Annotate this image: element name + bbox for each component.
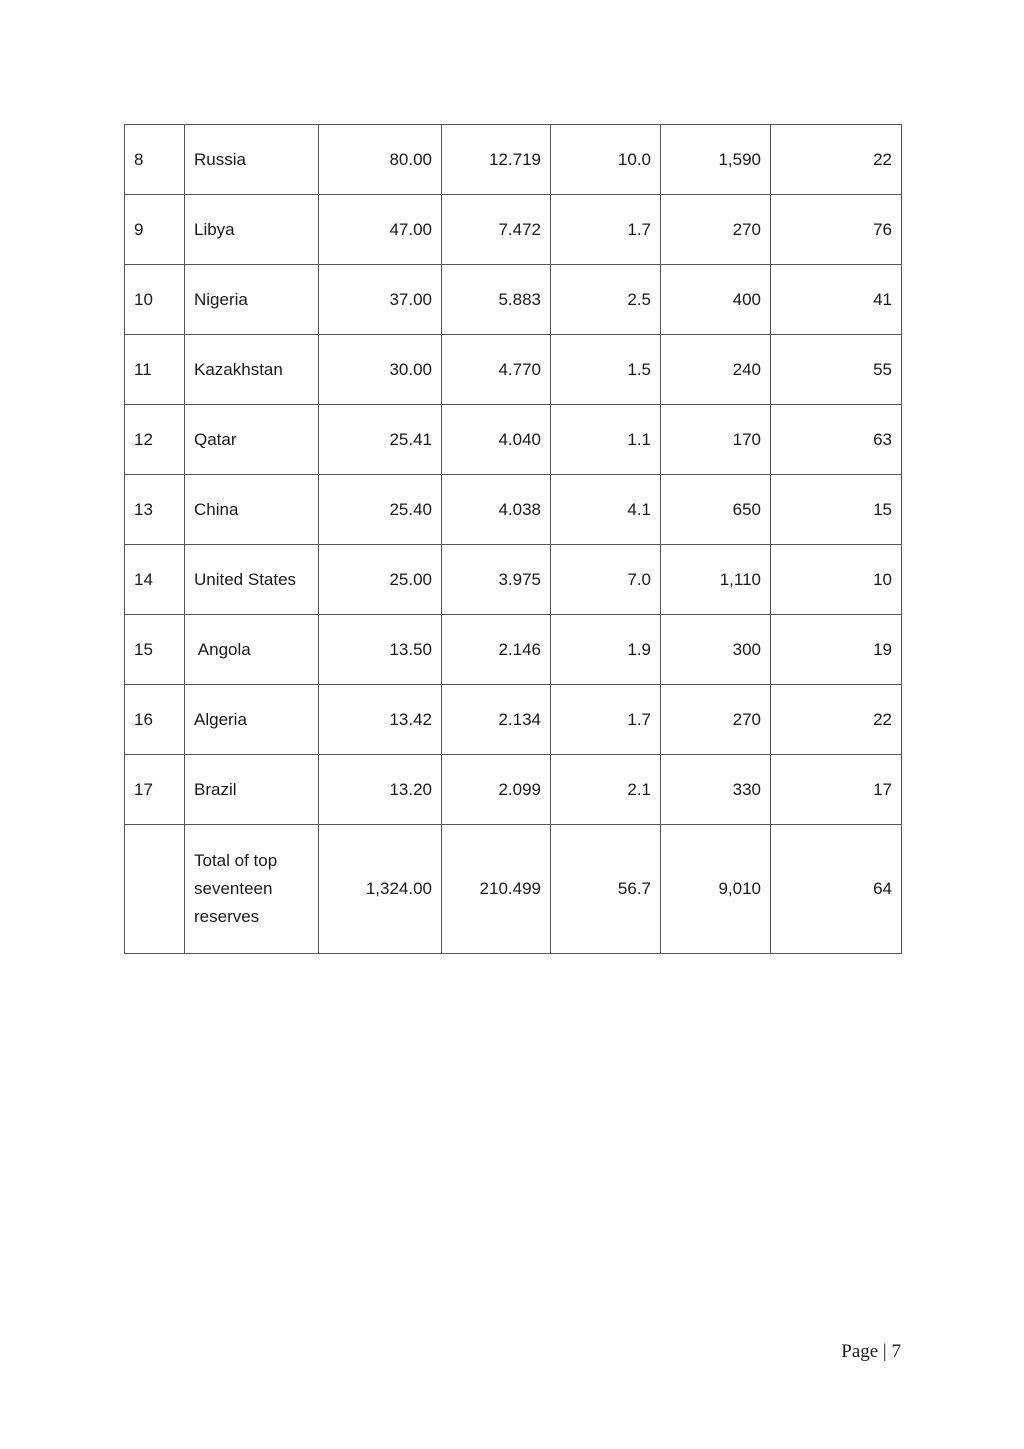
cell-reserves-m3: 210.499: [442, 825, 551, 954]
cell-production: 56.7: [551, 825, 661, 954]
table-total-row: [125, 825, 902, 954]
cell-country: Russia: [185, 125, 319, 195]
cell-production-m3: 240: [661, 335, 771, 405]
cell-production-m3: 1,590: [661, 125, 771, 195]
table-row: [125, 265, 902, 335]
cell-rank: 10: [125, 265, 185, 335]
cell-rank: 8: [125, 125, 185, 195]
cell-reserve-life: 41: [771, 265, 902, 335]
table-row: [125, 335, 902, 405]
cell-reserve-life: 17: [771, 755, 902, 825]
cell-reserve-life: 64: [771, 825, 902, 954]
cell-reserve-life: 55: [771, 335, 902, 405]
cell-reserves-bbl: 13.20: [319, 755, 442, 825]
cell-reserve-life: 10: [771, 545, 902, 615]
cell-reserves-bbl: 25.40: [319, 475, 442, 545]
cell-production: 7.0: [551, 545, 661, 615]
table-row: [125, 405, 902, 475]
oil-reserves-table: [124, 124, 902, 954]
cell-reserves-bbl: 13.50: [319, 615, 442, 685]
cell-country: China: [185, 475, 319, 545]
cell-reserves-m3: 5.883: [442, 265, 551, 335]
cell-reserves-m3: 2.099: [442, 755, 551, 825]
cell-country: United States: [185, 545, 319, 615]
cell-production: 2.1: [551, 755, 661, 825]
cell-rank: 17: [125, 755, 185, 825]
cell-production: 1.9: [551, 615, 661, 685]
cell-rank: 13: [125, 475, 185, 545]
table-row: [125, 125, 902, 195]
cell-reserves-m3: 12.719: [442, 125, 551, 195]
cell-production-m3: 650: [661, 475, 771, 545]
table-row: [125, 755, 902, 825]
cell-reserves-m3: 2.134: [442, 685, 551, 755]
cell-production: 1.1: [551, 405, 661, 475]
cell-production-m3: 270: [661, 195, 771, 265]
cell-rank: 12: [125, 405, 185, 475]
cell-reserves-bbl: 25.00: [319, 545, 442, 615]
cell-country: Brazil: [185, 755, 319, 825]
cell-production-m3: 330: [661, 755, 771, 825]
cell-reserves-bbl: 1,324.00: [319, 825, 442, 954]
table-row: [125, 615, 902, 685]
cell-reserves-bbl: 25.41: [319, 405, 442, 475]
cell-reserves-bbl: 37.00: [319, 265, 442, 335]
cell-reserves-bbl: 47.00: [319, 195, 442, 265]
cell-country: Qatar: [185, 405, 319, 475]
cell-reserves-m3: 7.472: [442, 195, 551, 265]
cell-country: Total of top seventeen reserves: [185, 825, 319, 954]
cell-production-m3: 1,110: [661, 545, 771, 615]
cell-country: Nigeria: [185, 265, 319, 335]
cell-production-m3: 170: [661, 405, 771, 475]
cell-reserve-life: 63: [771, 405, 902, 475]
cell-production-m3: 270: [661, 685, 771, 755]
cell-reserves-bbl: 80.00: [319, 125, 442, 195]
cell-reserves-m3: 2.146: [442, 615, 551, 685]
cell-reserve-life: 22: [771, 125, 902, 195]
cell-reserve-life: 76: [771, 195, 902, 265]
cell-reserves-m3: 4.040: [442, 405, 551, 475]
cell-production: 1.5: [551, 335, 661, 405]
cell-reserves-m3: 3.975: [442, 545, 551, 615]
page-number: Page | 7: [841, 1341, 901, 1362]
cell-production: 1.7: [551, 195, 661, 265]
cell-production: 10.0: [551, 125, 661, 195]
table-row: [125, 195, 902, 265]
table-row: [125, 685, 902, 755]
cell-country: Kazakhstan: [185, 335, 319, 405]
cell-country: Algeria: [185, 685, 319, 755]
cell-rank: 16: [125, 685, 185, 755]
table-row: [125, 475, 902, 545]
cell-reserves-m3: 4.770: [442, 335, 551, 405]
cell-production-m3: 300: [661, 615, 771, 685]
cell-production-m3: 400: [661, 265, 771, 335]
cell-production: 4.1: [551, 475, 661, 545]
cell-production-m3: 9,010: [661, 825, 771, 954]
cell-reserves-bbl: 13.42: [319, 685, 442, 755]
cell-rank: 15: [125, 615, 185, 685]
cell-country: Libya: [185, 195, 319, 265]
cell-country: Angola: [185, 615, 319, 685]
cell-production: 2.5: [551, 265, 661, 335]
cell-rank: 14: [125, 545, 185, 615]
cell-rank: [125, 825, 185, 954]
cell-production: 1.7: [551, 685, 661, 755]
cell-reserve-life: 19: [771, 615, 902, 685]
table-body: [125, 125, 902, 954]
cell-reserve-life: 22: [771, 685, 902, 755]
cell-reserves-bbl: 30.00: [319, 335, 442, 405]
cell-rank: 11: [125, 335, 185, 405]
table-row: [125, 545, 902, 615]
cell-rank: 9: [125, 195, 185, 265]
cell-reserve-life: 15: [771, 475, 902, 545]
cell-reserves-m3: 4.038: [442, 475, 551, 545]
